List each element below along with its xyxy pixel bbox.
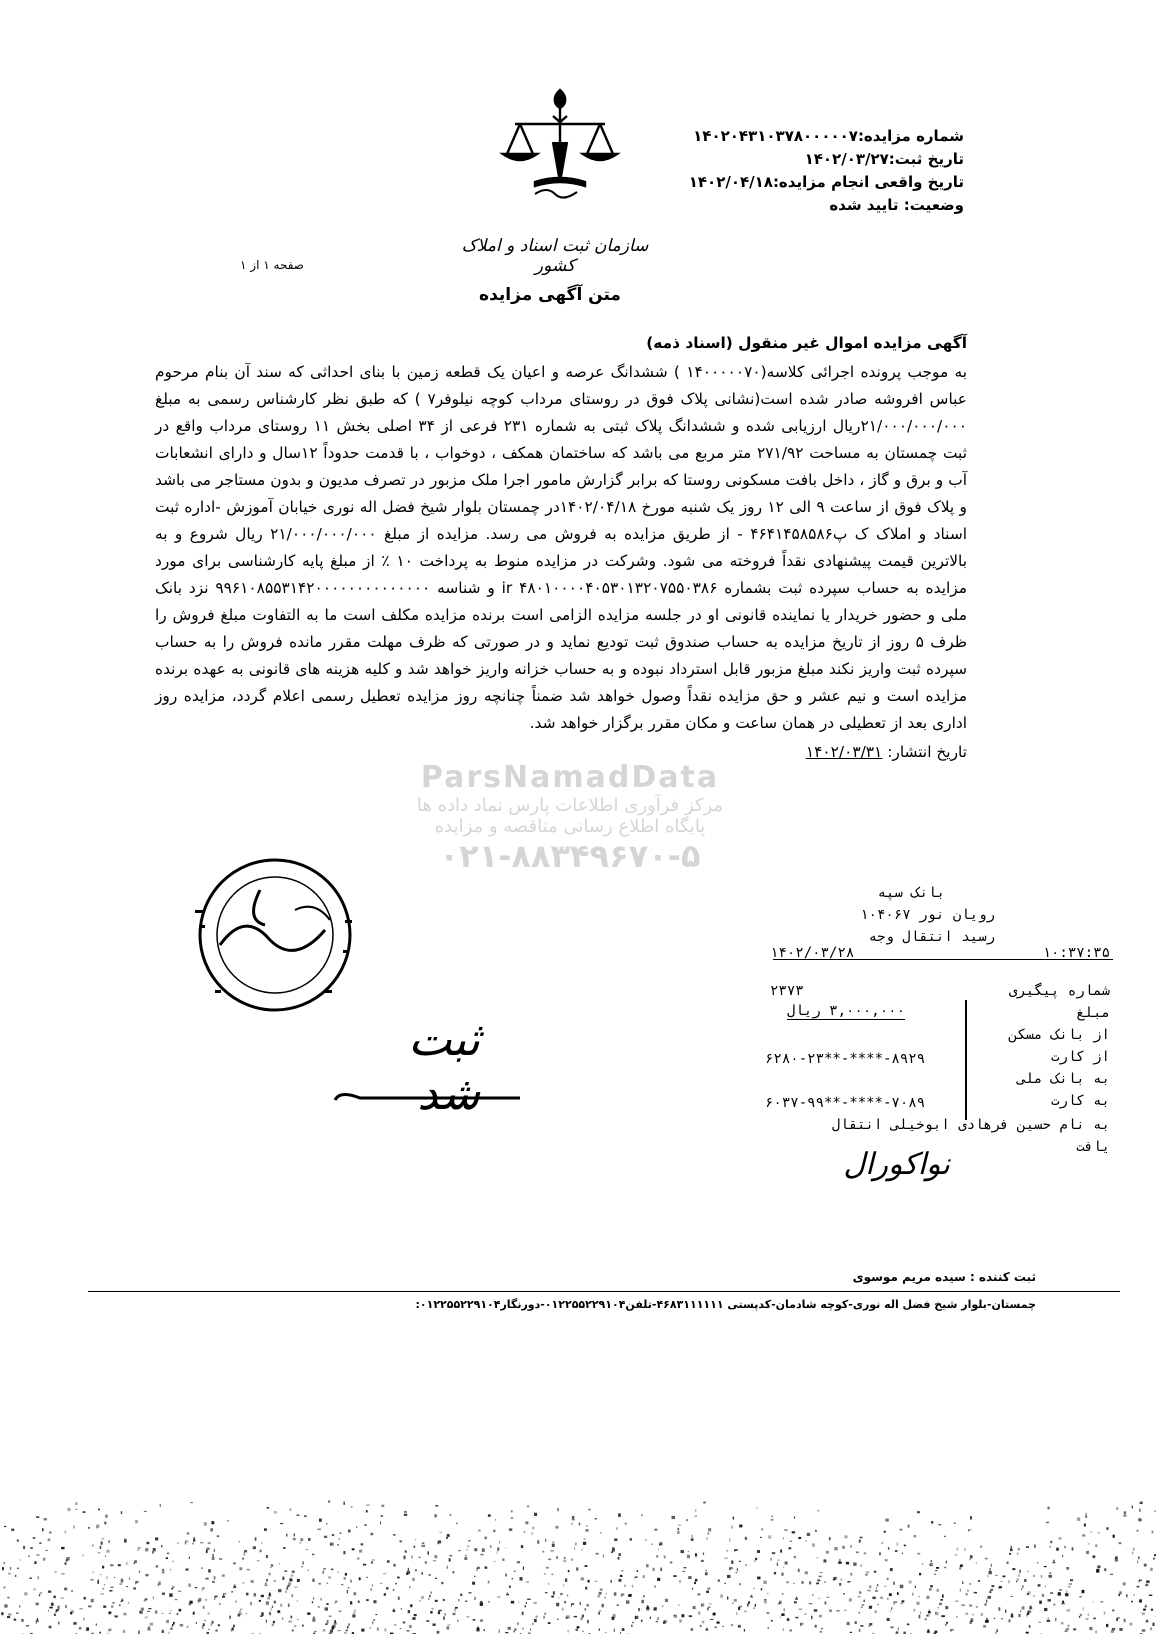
page-title: متن آگهی مزایده	[479, 285, 621, 305]
watermark-phone: ۰۲۱-۸۸۳۴۹۶۷۰-۵	[439, 837, 701, 875]
receipt-time: ۱۰:۳۷:۳۵	[1042, 945, 1110, 961]
receipt-bank: بانک سپه	[877, 885, 945, 901]
receipt-branch: رویان نور ۱۰۴۰۶۷	[860, 907, 995, 923]
receipt-from-card-label: از کارت	[1050, 1049, 1110, 1065]
receipt-status: یافت	[1076, 1139, 1110, 1155]
registration-date: تاریخ ثبت:۱۴۰۲/۰۳/۲۷	[804, 150, 964, 168]
registrar-name: ثبت کننده : سیده مریم موسوی	[852, 1270, 1036, 1284]
watermark-subtitle: مرکز فرآوری اطلاعات پارس نماد داده ها	[416, 795, 724, 816]
receipt-from-bank: از بانک مسکن	[1008, 1027, 1110, 1043]
organization-name: سازمان ثبت اسناد و املاک کشور	[461, 236, 649, 276]
publication-date-value: ۱۴۰۲/۰۳/۳۱	[805, 743, 883, 761]
watermark-tagline: پایگاه اطلاع رسانی مناقصه و مزایده	[434, 816, 706, 837]
auction-number: شماره مزایده:۱۴۰۲۰۴۳۱۰۳۷۸۰۰۰۰۰۷	[693, 127, 964, 145]
watermark-brand: ParsNamadData	[420, 760, 720, 795]
page-number: صفحه ۱ از ۱	[240, 258, 304, 272]
announcement-paragraph: به موجب پرونده اجرائی کلاسه(۱۴۰۰۰۰۰۷۰ ) ششدانگ عرصه و اعیان یک قطعه زمین با بنای احداثی که سند آن بنام مرحوم عباس افروشه صادر شده است(نشانی پلاک فوق در روستای مرداب کوچه نیلوفر۷ ) که طبق نظر کارشناس رسمی به مبلغ ۲۱/۰۰۰/۰۰۰/۰۰۰ریال ارزیابی شده و ششدانگ پلاک ثبتی به شماره ۲۳۱ فرعی از ۳۴ اصلی بخش ۱۱ روستای مرداب واقع در ثبت چمستان به مساحت ۲۷۱/۹۲ متر مربع می باشد که ساختمان همکف ، دوخواب ، با قدمت حدوداً ۱۲سال و دارای انشعابات آب و برق و گاز ، داخل بافت مسکونی روستا که برابر گزارش مامور اجرا ملک مزبور در تصرف مدیون و بدون مستاجر می باشد و پلاک فوق از ساعت ۹ الی ۱۲ روز یک شنبه مورخ ۱۴۰۲/۰۴/۱۸در چمستان بلوار شیخ فضل اله نوری خیابان آموزش -اداره ثبت اسناد و املاک ک پ۴۶۴۱۴۵۸۵۸۶ - از طریق مزایده به فروش می رسد. مزایده از مبلغ ۲۱/۰۰۰/۰۰۰/۰۰۰ ریال شروع و به بالاترین قیمت پیشنهادی نقداً فروخته می شود. وشرکت در مزایده منوط به پرداخت ۱۰ ٪ از مبلغ پایه کارشناسی برای مورد مزایده به حساب سپرده ثبت بشماره ir ۴۸۰۱۰۰۰۰۴۰۵۳۰۱۳۲۰۷۵۵۰۳۸۶ و شناسه ۹۹۶۱۰۸۵۵۳۱۴۲۰۰۰۰۰۰۰۰۰۰۰۰۰۰ نزد بانک ملی و حضور خریدار یا نماینده قانونی او در جلسه مزایده الزامی است برنده مزایده مکلف است ما به التفاوت مبلغ فروش را ظرف ۵ روز از تاریخ مزایده به حساب صندوق ثبت تودیع نماید و در صورتی که ظرف مهلت مقرر مانده فروش را به حساب سپرده ثبت واریز نکند مبلغ مزبور قابل استرداد نبوده و به حساب خزانه واریز خواهد شد و کلیه هزینه های قانونی به عهده برنده مزایده است و نیم عشر و حق مزایده نقداً وصول خواهد شد ضمناً چنانچه روز مزایده تعطیل رسمی اعلام گردد، مزایده روز اداری بعد از تعطیلی در همان ساعت و مکان مقرر برگزار خواهد شد.	[155, 363, 968, 732]
auction-meta	[624, 125, 964, 217]
footer-divider	[88, 1291, 1120, 1292]
receipt-signature: نواکورال	[843, 1147, 950, 1182]
receipt-to-card-label: به کارت	[1050, 1093, 1110, 1109]
receipt-title: رسید انتقال وجه	[868, 929, 995, 945]
footer-address: چمستان-بلوار شیخ فضل اله نوری-کوچه شادمان-کدپستی ۴۶۸۳۱۱۱۱۱۱-تلفن۰۱۲۲۵۵۲۲۹۱۰۴-دورنگار۰۱۲۲۵۵۲۲۹۱۰۴:	[415, 1298, 1036, 1311]
bank-receipt	[765, 885, 1110, 1205]
registered-handwriting: ثبت شد	[408, 1012, 480, 1120]
actual-auction-date: تاریخ واقعی انجام مزایده:۱۴۰۲/۰۴/۱۸	[688, 173, 964, 191]
announcement-body	[155, 330, 967, 766]
announcement-intro: آگهی مزایده اموال غیر منقول (اسناد ذمه)	[646, 334, 967, 352]
receipt-to-card: ۶۰۳۷-۹۹**-****-۷۰۸۹	[765, 1095, 926, 1111]
status-badge: وضعیت: تایید شده	[829, 196, 964, 214]
judiciary-scales-emblem-icon	[495, 82, 625, 212]
receipt-amount-value: ۳,۰۰۰,۰۰۰ ریال	[786, 1003, 905, 1019]
publication-date-label: تاریخ انتشار:	[887, 743, 967, 761]
receipt-to-bank: به بانک ملی	[1017, 1071, 1110, 1087]
scan-noise	[0, 1380, 1156, 1634]
receipt-from-card: ۶۲۸۰-۲۳**-****-۸۹۲۹	[765, 1051, 926, 1067]
receipt-recipient: به نام حسین فرهادی ابوخیلی انتقال	[831, 1117, 1110, 1133]
receipt-date: ۱۴۰۲/۰۳/۲۸	[770, 945, 855, 961]
round-official-stamp-icon	[175, 850, 405, 1030]
receipt-tracking-value: ۲۳۷۳	[770, 983, 804, 999]
underline-stroke	[330, 1080, 530, 1110]
receipt-tracking-label: شماره پیگیری	[1008, 983, 1110, 999]
receipt-amount-label: مبلغ	[1076, 1005, 1110, 1021]
